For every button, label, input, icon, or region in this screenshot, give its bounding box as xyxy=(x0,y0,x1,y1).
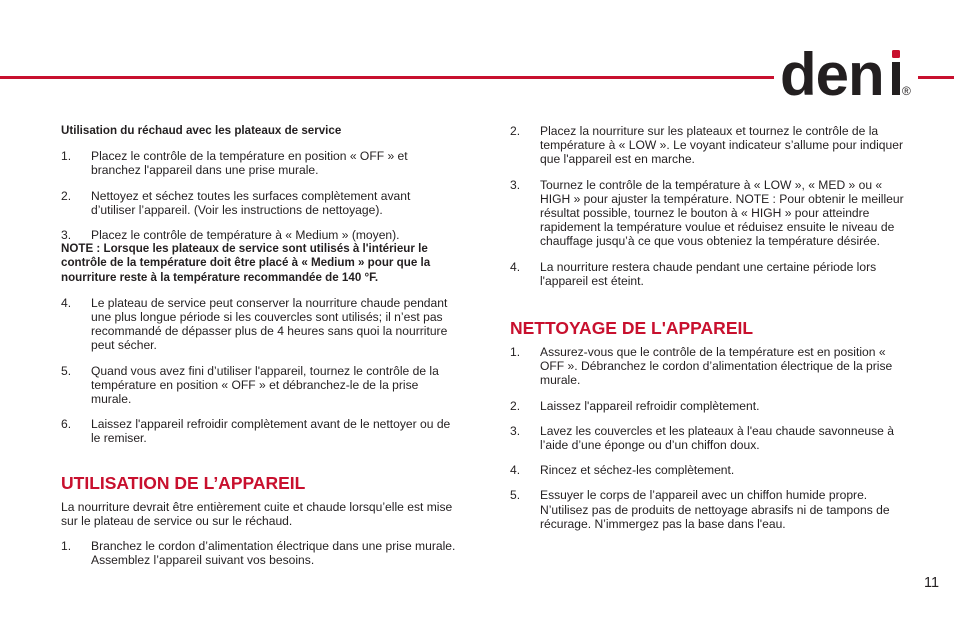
list-number: 1. xyxy=(61,539,72,554)
list-text: Placez le contrôle de température à « Medium » (moyen). xyxy=(91,228,400,243)
list-item xyxy=(510,345,905,388)
list-item xyxy=(61,417,456,445)
list-text: Laissez l'appareil refroidir complètement avant de le nettoyer ou de le remiser. xyxy=(91,417,451,446)
list-number: 2. xyxy=(510,398,521,413)
list-item xyxy=(61,296,456,353)
list-text: Placez la nourriture sur les plateaux et tournez le contrôle de la température à « LOW ». Le voyant indicateur s’allume pour indiquer que l'appareil est en marche. xyxy=(540,124,904,167)
intro-text: La nourriture devrait être entièrement cuite et chaude lorsqu’elle est mise sur le plateau de service ou sur le réchaud. xyxy=(61,499,453,528)
list-number: 1. xyxy=(61,149,72,164)
list-text: Laissez l'appareil refroidir complètement. xyxy=(540,398,760,413)
list-text: Tournez le contrôle de la température à « LOW », « MED » ou « HIGH » pour ajuster la température. NOTE : Pour obtenir le meilleur résultat possible, tournez le bouton à « HIGH » pour atteindre rapidement la température voulue et réduisez ensuite le niveau de chauffage jusqu’à ce que vous obteniez la température désirée. xyxy=(540,177,904,249)
list-text: La nourriture restera chaude pendant une certaine période lors l'appareil est éteint. xyxy=(540,259,877,288)
deni-logo xyxy=(780,38,920,100)
list-number: 2. xyxy=(510,124,521,138)
list-text: Essuyer le corps de l’appareil avec un chiffon humide propre. N’utilisez pas de produits de nettoyage abrasifs ni de tampons de récurage. N’immergez pas la base dans l'eau. xyxy=(540,488,890,531)
list-number: 5. xyxy=(61,363,72,378)
list-number: 1. xyxy=(510,345,521,360)
list-text: Placez le contrôle de la température en position « OFF » et branchez l'appareil dans une prise murale. xyxy=(91,149,408,178)
list-number: 4. xyxy=(510,259,521,274)
list-item xyxy=(510,488,905,531)
list-text: Branchez le cordon d’alimentation électrique dans une prise murale. Assemblez l’appareil suivant vos besoins. xyxy=(91,539,456,568)
list-item xyxy=(510,178,905,249)
left-column xyxy=(61,124,456,567)
section-title: UTILISATION DE L’APPAREIL xyxy=(61,472,306,493)
svg-text:den: den xyxy=(780,41,884,100)
list-number: 5. xyxy=(510,488,521,503)
list-text: Assurez-vous que le contrôle de la température est en position « OFF ». Débranchez le cordon d’alimentation électrique de la prise murale. xyxy=(540,345,893,388)
list-text: Rincez et séchez-les complètement. xyxy=(540,463,735,478)
list-number: 3. xyxy=(61,228,72,243)
list-number: 3. xyxy=(510,423,521,438)
list-number: 3. xyxy=(510,177,521,192)
right-column xyxy=(510,124,905,531)
header-rule-left xyxy=(0,76,774,79)
list-item xyxy=(510,124,905,167)
list-text: Le plateau de service peut conserver la nourriture chaude pendant une plus longue période si les couvercles sont utilisés; il n’est pas recommandé de dépasser plus de 4 heures sans quoi la nourriture peut sécher. xyxy=(91,295,448,353)
list-text: Nettoyez et séchez toutes les surfaces complètement avant d’utiliser l’appareil. (Voir les instructions de nettoyage). xyxy=(91,188,411,217)
list-item xyxy=(61,539,456,567)
header-rule-right xyxy=(918,76,954,79)
note-text: NOTE : Lorsque les plateaux de service sont utilisés à l'intérieur le contrôle de la température doit être placé à « Medium » pour que la nourriture reste à la température recommandée de 140 °F. xyxy=(61,242,431,284)
list-item xyxy=(510,260,905,288)
list-number: 6. xyxy=(61,417,72,432)
list-number: 4. xyxy=(510,463,521,478)
section-title: NETTOYAGE DE L'APPAREIL xyxy=(510,318,754,339)
list-item xyxy=(510,463,905,477)
list-number: 2. xyxy=(61,188,72,203)
page-number: 11 xyxy=(924,575,940,591)
list-item xyxy=(61,189,456,217)
list-item xyxy=(510,399,905,413)
list-number: 4. xyxy=(61,295,72,310)
list-item xyxy=(61,149,456,177)
list-item xyxy=(61,364,456,407)
list-item xyxy=(510,424,905,452)
subsection-heading: Utilisation du réchaud avec les plateaux de service xyxy=(61,124,342,137)
registered-mark: ® xyxy=(902,84,911,98)
list-item xyxy=(61,228,456,242)
list-text: Lavez les couvercles et les plateaux à l'eau chaude savonneuse à l’aide d’une éponge ou d’un chiffon doux. xyxy=(540,423,894,453)
list-text: Quand vous avez fini d’utiliser l'appareil, tournez le contrôle de la température en position « OFF » et débranchez-le de la prise murale. xyxy=(91,363,439,407)
